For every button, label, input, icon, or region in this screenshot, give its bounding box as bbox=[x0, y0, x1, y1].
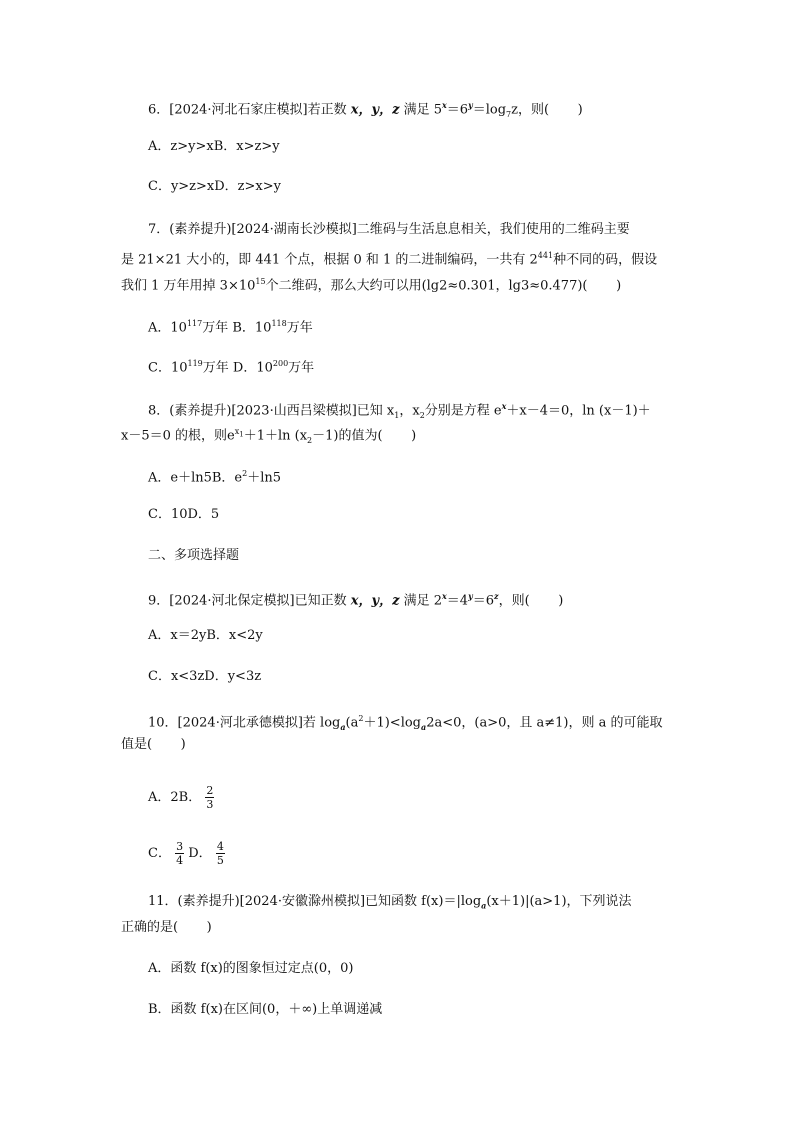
q7-text: 我们 1 万年用掉 3×10 bbox=[121, 278, 256, 294]
q7-option: 万年 D．10 bbox=[202, 360, 273, 376]
fraction-numerator: 2 bbox=[206, 784, 214, 797]
question-7-line-1: 7．(素养提升)[2024·湖南长沙模拟]二维码与生活息息相关，我们使用的二维码主要 bbox=[148, 222, 630, 237]
q6-text: 满足 5 bbox=[403, 102, 443, 118]
q7-option: 万年 bbox=[288, 360, 315, 376]
q10-text: 2a<0，(a>0，且 a≠1)，则 a 的可能取 bbox=[426, 715, 663, 731]
q8-text: x－5＝0 的根，则e bbox=[121, 428, 235, 444]
q8-text: 分别是方程 e bbox=[424, 403, 502, 419]
q7-exponent: 118 bbox=[271, 319, 287, 328]
fraction-numerator: 3 bbox=[176, 840, 184, 853]
q10-text: 值是( bbox=[121, 737, 153, 752]
q9-exponent: y bbox=[468, 591, 473, 601]
question-9-stem bbox=[148, 586, 563, 611]
question-10-options-cd bbox=[148, 840, 225, 867]
q11-text: (x＋1)|(a>1)，下列说法 bbox=[486, 894, 632, 909]
q9-exponent: x bbox=[442, 591, 447, 601]
question-11-line-2 bbox=[121, 918, 212, 938]
q10-exponent: 2 bbox=[358, 714, 364, 723]
q8-text: ) bbox=[411, 428, 417, 444]
question-11-option-a: A．函数 f(x)的图象恒过定点(0，0) bbox=[148, 961, 354, 976]
q10-fraction-c bbox=[175, 840, 184, 867]
q8-text: ，x bbox=[399, 403, 420, 419]
q7-exponent: 441 bbox=[537, 251, 554, 260]
q11-text: 11．(素养提升)[2024·安徽滁州模拟]已知函数 f(x)＝|log bbox=[148, 894, 482, 909]
q7-text: 个二维码，那么大约可以用(lg2≈0.301，lg3≈0.477)( bbox=[265, 278, 588, 294]
q11-subscript: a bbox=[481, 900, 487, 911]
question-9-options-cd: C．x<3zD．y<3z bbox=[148, 669, 262, 684]
q7-option: A．10 bbox=[148, 320, 187, 336]
question-10-options-ab bbox=[148, 784, 214, 811]
q8-text: ＋1＋ln (x bbox=[243, 428, 308, 444]
question-6-options-ab: A．z>y>xB．x>z>y bbox=[148, 139, 280, 154]
q6-text: ＝6 bbox=[446, 102, 469, 118]
q10-option: D． bbox=[188, 846, 212, 861]
q6-text: ) bbox=[577, 102, 583, 118]
q8-subscript: 2 bbox=[307, 435, 313, 445]
q11-text: ) bbox=[206, 920, 212, 935]
q9-exponent: z bbox=[494, 591, 499, 601]
q9-text: ，则( bbox=[498, 593, 530, 609]
q11-text: 正确的是( bbox=[121, 920, 179, 935]
q6-exp-y: y bbox=[468, 100, 473, 110]
q6-exp-x: x bbox=[442, 100, 447, 110]
q7-exponent: 200 bbox=[272, 359, 289, 368]
question-8-line-2 bbox=[121, 422, 416, 451]
q8-text: 8．(素养提升)[2023·山西吕梁模拟]已知 x bbox=[148, 403, 395, 419]
fraction-denominator: 4 bbox=[176, 854, 184, 867]
question-11-line-1 bbox=[148, 892, 632, 916]
q8-exponent: x bbox=[501, 401, 507, 411]
q8-text: ＋x－4＝0，ln (x－1)＋ bbox=[506, 403, 651, 419]
q10-subscript: a bbox=[340, 721, 346, 732]
question-8-options-ab bbox=[148, 464, 281, 488]
q8-option: A．e＋ln5B．e bbox=[148, 470, 243, 486]
q6-text: z，则( bbox=[511, 102, 550, 118]
q10-subscript: a bbox=[421, 721, 427, 732]
q9-text: ＝6 bbox=[472, 593, 495, 609]
q8-exponent: 2 bbox=[242, 469, 248, 478]
q10-text: (a bbox=[345, 715, 359, 731]
q9-text: 9．[2024·河北保定模拟]已知正数 bbox=[148, 593, 347, 609]
q6-text: ＝log bbox=[472, 102, 507, 118]
q10-fraction-b bbox=[205, 784, 214, 811]
question-8-options-cd: C．10D．5 bbox=[148, 507, 220, 522]
question-9-options-ab: A．x＝2yB．x<2y bbox=[148, 628, 263, 643]
q6-log-base: 7 bbox=[506, 109, 512, 119]
q6-vars: x，y，z bbox=[350, 102, 400, 118]
q8-exponent: x1 bbox=[234, 427, 244, 439]
q9-vars: x，y，z bbox=[350, 593, 400, 609]
q7-option: 万年 bbox=[286, 320, 313, 336]
question-11-option-b: B．函数 f(x)在区间(0，＋∞)上单调递减 bbox=[148, 1002, 383, 1017]
q6-text: 6．[2024·河北石家庄模拟]若正数 bbox=[148, 102, 347, 118]
fraction-numerator: 4 bbox=[216, 840, 224, 853]
question-6-options-cd: C．y>z>xD．z>x>y bbox=[148, 179, 281, 194]
q10-text: ) bbox=[180, 737, 186, 752]
q10-fraction-d bbox=[216, 840, 225, 867]
section-heading: 二、多项选择题 bbox=[148, 548, 240, 563]
question-7-options-cd bbox=[148, 354, 314, 378]
q10-text: 10．[2024·河北承德模拟]若 log bbox=[148, 715, 341, 731]
q9-text: ) bbox=[558, 593, 564, 609]
q7-text: 是 21×21 大小的，即 441 个点，根据 0 和 1 的二进制编码，一共有 2 bbox=[121, 252, 538, 268]
q7-text: 种不同的码，假设 bbox=[553, 252, 658, 268]
question-6-stem bbox=[148, 95, 583, 125]
q8-subscript: 2 bbox=[419, 410, 425, 420]
question-7-line-2 bbox=[121, 246, 657, 270]
q7-exponent: 117 bbox=[186, 319, 203, 328]
q10-option: A．2B． bbox=[148, 790, 202, 805]
q9-text: ＝4 bbox=[446, 593, 469, 609]
q7-exponent: 15 bbox=[255, 277, 266, 286]
q8-option: ＋ln5 bbox=[247, 470, 282, 486]
q9-text: 满足 2 bbox=[403, 593, 443, 609]
question-10-line-2 bbox=[121, 735, 186, 755]
q7-text: ) bbox=[616, 278, 622, 294]
question-7-line-3 bbox=[121, 272, 621, 296]
q7-exponent: 119 bbox=[187, 359, 203, 368]
fraction-denominator: 5 bbox=[216, 854, 224, 867]
q7-option: 万年 B．10 bbox=[202, 320, 272, 336]
q8-text: －1)的值为( bbox=[312, 428, 383, 444]
q7-option: C．10 bbox=[148, 360, 188, 376]
question-7-options-ab bbox=[148, 314, 313, 338]
q10-text: ＋1)<log bbox=[363, 715, 421, 731]
q10-option: C． bbox=[148, 846, 171, 861]
q8-subscript: 1 bbox=[394, 410, 400, 420]
fraction-denominator: 3 bbox=[206, 798, 214, 811]
question-10-line-1 bbox=[148, 709, 663, 737]
